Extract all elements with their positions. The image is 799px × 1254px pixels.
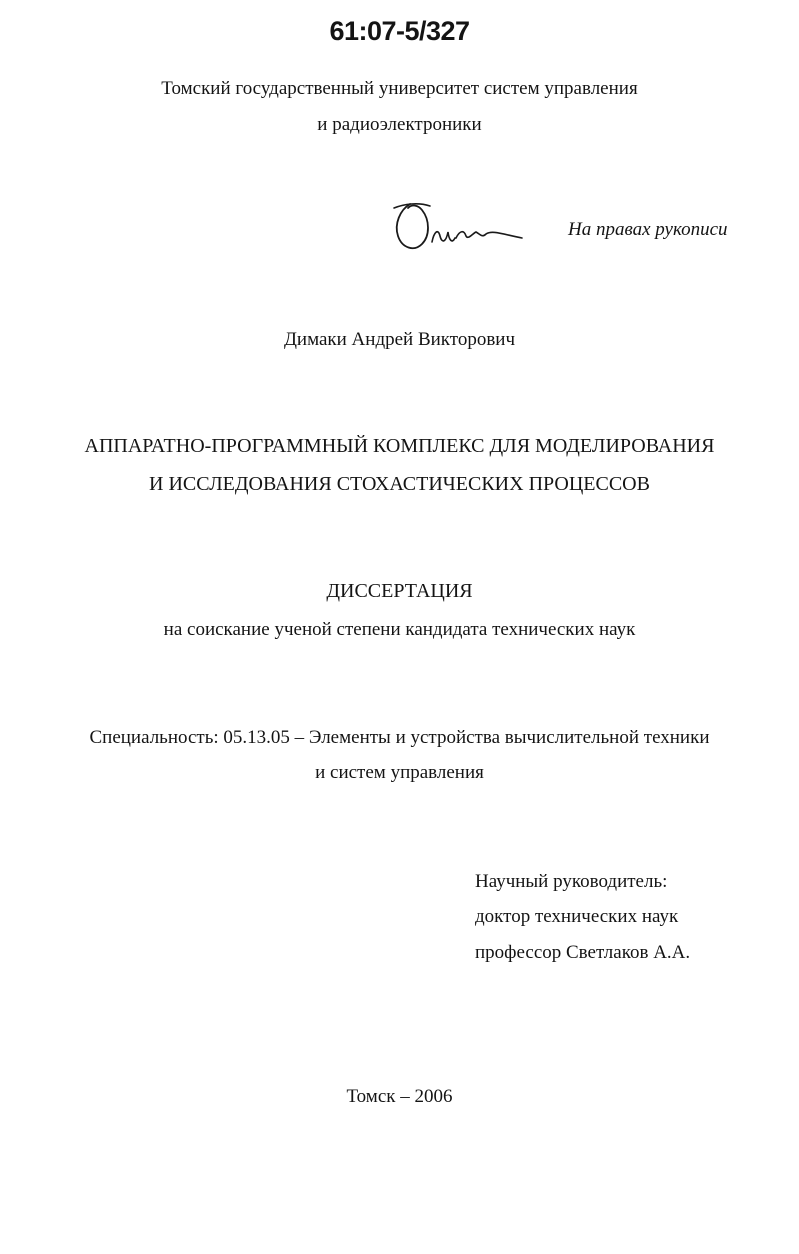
advisor-label: Научный руководитель: <box>475 871 668 892</box>
dissertation-title-line-2: И ИССЛЕДОВАНИЯ СТОХАСТИЧЕСКИХ ПРОЦЕССОВ <box>149 473 650 495</box>
dissertation-title-line-1: АППАРАТНО-ПРОГРАММНЫЙ КОМПЛЕКС ДЛЯ МОДЕЛИРОВАНИЯ <box>84 435 715 457</box>
university-name-line-2: и радиоэлектроники <box>317 114 482 135</box>
specialty-line-2: и систем управления <box>315 762 484 783</box>
advisor-name: профессор Светлаков А.А. <box>475 942 691 963</box>
degree-statement: на соискание ученой степени кандидата технических наук <box>163 619 636 640</box>
handwritten-signature <box>388 198 528 260</box>
advisor-degree: доктор технических наук <box>475 906 679 927</box>
place-and-year: Томск – 2006 <box>346 1086 453 1107</box>
document-type: ДИССЕРТАЦИЯ <box>326 580 473 602</box>
specialty-line-1: Специальность: 05.13.05 – Элементы и устройства вычислительной техники <box>89 727 710 748</box>
university-name-line-1: Томский государственный университет систем управления <box>161 78 638 99</box>
manuscript-rights: На правах рукописи <box>568 219 728 240</box>
author-name: Димаки Андрей Викторович <box>283 329 516 350</box>
catalog-number: 61:07-5/327 <box>329 16 470 46</box>
